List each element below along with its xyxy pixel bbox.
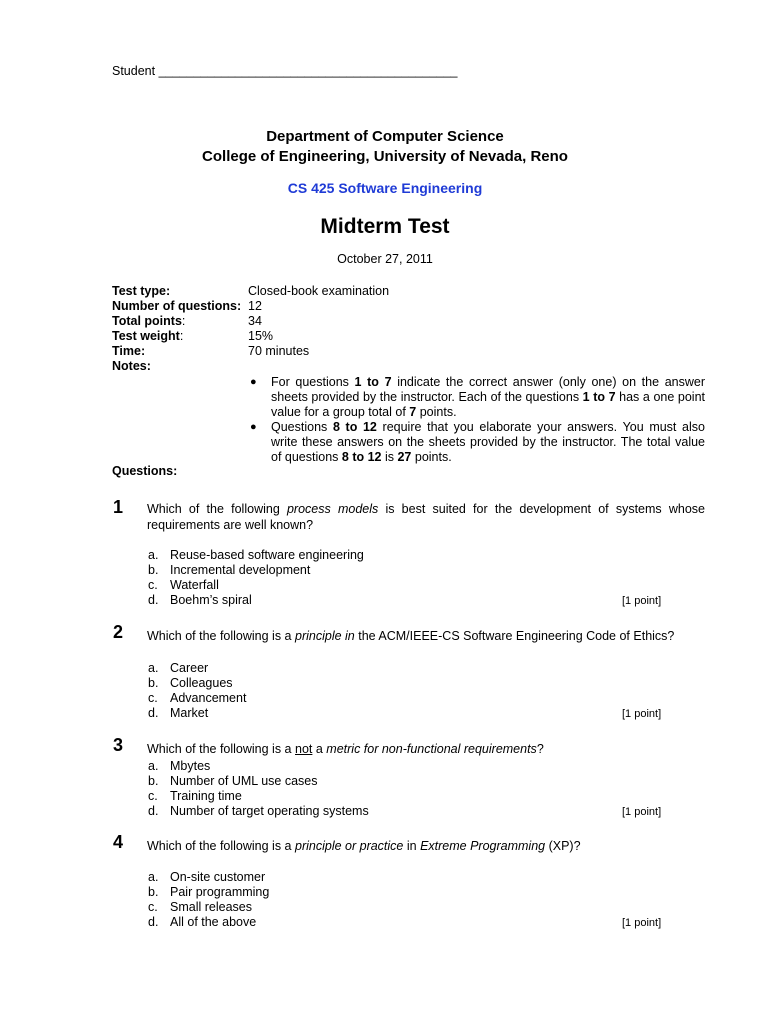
points-label: [1 point] xyxy=(622,917,662,929)
test-weight-value: 15% xyxy=(248,329,274,343)
question-number: 3 xyxy=(113,735,124,755)
bullet-icon: ● xyxy=(250,376,257,388)
question-text: Which of the following is a principle or practice in Extreme Programming (XP)? xyxy=(147,839,581,853)
option-letter: d. xyxy=(148,706,159,720)
test-weight-label-wrap xyxy=(112,329,183,343)
num-questions-value: 12 xyxy=(248,299,262,313)
option-text: Advancement xyxy=(170,691,247,705)
option-letter: c. xyxy=(148,789,158,803)
option-letter: d. xyxy=(148,804,159,818)
option-text: On-site customer xyxy=(170,870,266,884)
option-text: Mbytes xyxy=(170,759,211,773)
total-points-label: Total points xyxy=(112,314,182,328)
option-letter: c. xyxy=(148,578,158,592)
option-text: Career xyxy=(170,661,209,675)
time-value: 70 minutes xyxy=(248,344,310,358)
total-points-value: 34 xyxy=(248,314,262,328)
num-questions-label: Number of questions: xyxy=(112,299,242,313)
option-letter: b. xyxy=(148,563,159,577)
notes-label: Notes: xyxy=(112,359,151,373)
option-text: Number of UML use cases xyxy=(170,774,318,788)
points-label: [1 point] xyxy=(622,708,662,720)
department-heading: Department of Computer Science xyxy=(266,128,504,145)
option-text: All of the above xyxy=(170,915,257,929)
option-text: Incremental development xyxy=(170,563,311,577)
test-weight-colon: : xyxy=(179,329,184,343)
points-label: [1 point] xyxy=(622,595,662,607)
questions-label: Questions: xyxy=(112,464,178,478)
total-points-colon: : xyxy=(181,314,186,328)
question-number: 2 xyxy=(113,622,124,642)
option-text: Waterfall xyxy=(170,578,219,592)
test-weight-label: Test weight xyxy=(112,329,180,343)
test-date: October 27, 2011 xyxy=(337,252,433,266)
question-text: Which of the following process models is best suited for the development of systems whose requirements are well known? xyxy=(147,502,705,532)
option-letter: c. xyxy=(148,691,158,705)
bullet-icon: ● xyxy=(250,421,257,433)
option-letter: b. xyxy=(148,676,159,690)
college-heading: College of Engineering, University of Nevada, Reno xyxy=(202,148,568,165)
page-title: Midterm Test xyxy=(320,215,450,238)
option-text: Training time xyxy=(170,789,242,803)
points-label: [1 point] xyxy=(622,806,662,818)
option-text: Number of target operating systems xyxy=(170,804,369,818)
option-letter: a. xyxy=(148,870,159,884)
course-title: CS 425 Software Engineering xyxy=(287,180,483,196)
option-letter: a. xyxy=(148,548,159,562)
test-type-value: Closed-book examination xyxy=(248,284,390,298)
total-points-label-wrap xyxy=(112,314,185,328)
option-letter: a. xyxy=(148,759,159,773)
option-text: Market xyxy=(170,706,209,720)
question-text: Which of the following is a principle in the ACM/IEEE-CS Software Engineering Code of Ethics? xyxy=(147,629,675,643)
option-text: Boehm’s spiral xyxy=(170,593,252,607)
time-label: Time: xyxy=(112,344,146,358)
note-2: Questions 8 to 12 require that you elaborate your answers. You must also write these answers on the sheets provided by the instructor. The total value of questions 8 to 12 is 27 points. xyxy=(271,420,705,464)
student-name-line: Student ___________________________________________ xyxy=(112,64,458,78)
question-number: 4 xyxy=(113,832,124,852)
question-number: 1 xyxy=(113,497,124,517)
test-type-label: Test type: xyxy=(112,284,171,298)
option-text: Pair programming xyxy=(170,885,270,899)
option-text: Small releases xyxy=(170,900,252,914)
option-letter: d. xyxy=(148,593,159,607)
option-letter: b. xyxy=(148,774,159,788)
option-letter: c. xyxy=(148,900,158,914)
option-text: Reuse-based software engineering xyxy=(170,548,364,562)
option-letter: b. xyxy=(148,885,159,899)
option-letter: a. xyxy=(148,661,159,675)
option-letter: d. xyxy=(148,915,159,929)
question-text: Which of the following is a not a metric for non-functional requirements? xyxy=(147,742,544,756)
note-1: For questions 1 to 7 indicate the correct answer (only one) on the answer sheets provided by the instructor. Each of the questions 1 to 7 has a one point value for a group total of 7 points. xyxy=(271,375,705,419)
option-text: Colleagues xyxy=(170,676,233,690)
